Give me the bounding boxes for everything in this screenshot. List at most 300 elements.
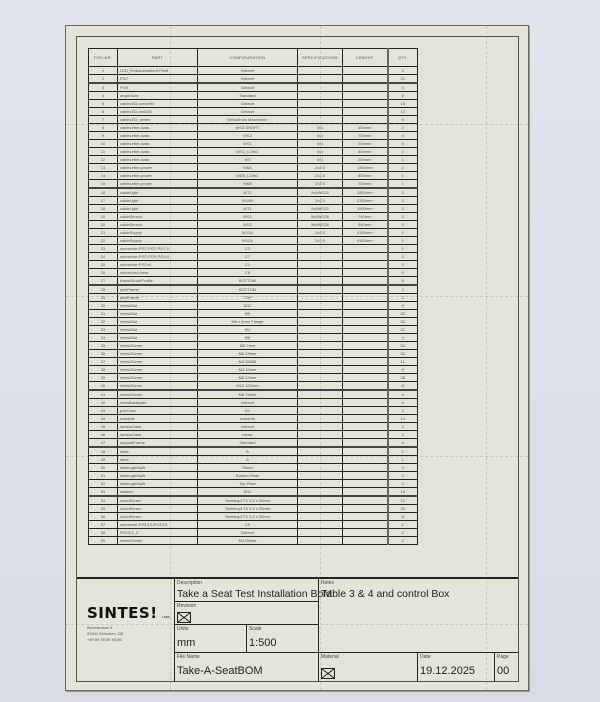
part-cell: sensorCase [118, 431, 198, 439]
qty-cell: 2 [388, 213, 418, 221]
bom-row [89, 237, 418, 245]
length-cell: 4150mm [343, 237, 388, 245]
part-cell: table [118, 456, 198, 464]
specifications-cell [298, 423, 343, 431]
configuration-cell: M4 65mm [198, 537, 298, 545]
qty-cell: 2 [388, 261, 418, 269]
bom-row [89, 415, 418, 423]
pos-cell: 57 [89, 521, 118, 529]
specifications-cell [298, 513, 343, 521]
bom-row [89, 480, 418, 488]
bom-row [89, 285, 418, 294]
pos-cell: 16 [89, 188, 118, 197]
part-cell: connectorLinear [118, 269, 198, 277]
description-value: Take a Seat Test Installation BoM [177, 588, 333, 600]
part-cell: metricScrew [118, 358, 198, 366]
address-line: Benzstrasse 5 [87, 625, 113, 630]
pos-cell: 25 [89, 261, 118, 269]
bom-row [89, 326, 418, 334]
pos-cell: 36 [89, 350, 118, 358]
length-cell [343, 277, 388, 286]
part-cell: metricScrew [118, 390, 198, 399]
pos-cell: 23 [89, 245, 118, 253]
pos-cell: 30 [89, 302, 118, 310]
length-cell [343, 92, 388, 100]
part-cell: cableLight [118, 188, 198, 197]
pos-cell: 3 [89, 83, 118, 92]
qty-cell: 18 [388, 488, 418, 497]
pos-cell: 58 [89, 529, 118, 537]
pos-cell: 6 [89, 108, 118, 116]
length-cell [343, 116, 388, 124]
revision-empty-icon [177, 612, 191, 623]
pos-cell: 5 [89, 100, 118, 108]
bom-row [89, 245, 418, 253]
bom-row [89, 213, 418, 221]
configuration-cell: schlaufe [198, 415, 298, 423]
configuration-cell: Senkkopf TX 4.5 x 30mm [198, 496, 298, 505]
qty-cell: 2 [388, 164, 418, 172]
specifications-cell [298, 382, 343, 391]
length-cell [343, 423, 388, 431]
specifications-cell: 2x2.5 [298, 172, 343, 180]
revision-cell [174, 601, 319, 625]
configuration-cell: C9 [198, 521, 298, 529]
length-cell: 200mm [343, 140, 388, 148]
pos-cell: 56 [89, 513, 118, 521]
configuration-cell: M5 7mm [198, 342, 298, 350]
specifications-cell [298, 447, 343, 456]
part-cell: jointFrame [118, 285, 198, 294]
bom-row [89, 132, 418, 140]
header-part: PART [118, 49, 198, 67]
qty-cell: 8 [388, 277, 418, 286]
qty-cell: 8 [388, 513, 418, 521]
bom-row [89, 253, 418, 261]
specifications-cell [298, 488, 343, 497]
configuration-cell: M4 10mm [198, 366, 298, 374]
configuration-cell: Default [198, 423, 298, 431]
pos-cell: 4 [89, 92, 118, 100]
specifications-cell [298, 294, 343, 302]
length-cell [343, 390, 388, 399]
part-cell: cableLED_center [118, 116, 198, 124]
part-cell: connector-PG7-PG9-PG9-0 [118, 253, 198, 261]
material-empty-icon [321, 668, 335, 679]
material-cell [318, 652, 418, 682]
length-cell [343, 382, 388, 391]
qty-cell: 2 [388, 294, 418, 302]
pos-cell: 9 [89, 132, 118, 140]
configuration-cell: Default<As Machined> [198, 116, 298, 124]
qty-cell: 4 [388, 390, 418, 399]
configuration-cell: M12 [198, 302, 298, 310]
length-cell [343, 342, 388, 350]
specifications-cell [298, 83, 343, 92]
header-length: LENGHT [343, 49, 388, 67]
date-value: 19.12.2025 [420, 665, 476, 677]
specifications-cell [298, 529, 343, 537]
specifications-cell: 2x2.5 [298, 164, 343, 172]
specifications-cell [298, 108, 343, 116]
header-configuration: CONFIGURATION [198, 49, 298, 67]
qty-cell: 21 [388, 326, 418, 334]
length-cell [343, 472, 388, 480]
part-cell: cableSensor [118, 221, 198, 229]
configuration-cell: M12 100mm [198, 382, 298, 391]
drawing-frame [76, 36, 519, 682]
qty-cell: 1 [388, 521, 418, 529]
configuration-cell: mirror [198, 431, 298, 439]
length-cell [343, 294, 388, 302]
configuration-cell: TOP [198, 294, 298, 302]
address-line: +49 89 38 86 93 86 [87, 637, 122, 642]
length-cell [343, 366, 388, 374]
part-cell: metricScrew [118, 537, 198, 545]
part-cell: angleJoint [118, 92, 198, 100]
units-value: mm [177, 637, 196, 649]
pos-cell: 11 [89, 148, 118, 156]
qty-cell: 54 [388, 342, 418, 350]
configuration-cell: M5 [198, 310, 298, 318]
pos-cell: 24 [89, 253, 118, 261]
header-pos: POS-NR. [89, 49, 118, 67]
pos-cell: 48 [89, 447, 118, 456]
scale-value: 1:500 [249, 637, 277, 649]
pos-cell: 12 [89, 156, 118, 164]
qty-cell: 2 [388, 431, 418, 439]
bom-row [89, 374, 418, 382]
units-label: Units [177, 626, 189, 632]
part-cell: tableLightSplit [118, 472, 198, 480]
part-cell: cableLetter-data [118, 156, 198, 164]
date-label: Date [420, 654, 431, 660]
specifications-cell: 2x2.5 [298, 197, 343, 205]
specifications-cell [298, 75, 343, 84]
length-cell: 1900mm [343, 205, 388, 213]
part-cell: pcbCase [118, 407, 198, 415]
specifications-cell [298, 537, 343, 545]
bom-row [89, 342, 418, 350]
qty-cell: 6 [388, 399, 418, 407]
bom-row [89, 92, 418, 100]
length-cell [343, 505, 388, 513]
pos-cell: 13 [89, 164, 118, 172]
part-cell: cableLetter-power [118, 164, 198, 172]
company-logo [87, 604, 170, 623]
bom-row [89, 382, 418, 391]
part-cell: cableLED-corner90 [118, 100, 198, 108]
configuration-cell: Bottom Plate [198, 472, 298, 480]
configuration-cell: D1 [198, 407, 298, 415]
bom-row [89, 140, 418, 148]
configuration-cell: WS3-SHORT [198, 124, 298, 132]
qty-cell: 1 [388, 245, 418, 253]
pos-cell: 49 [89, 456, 118, 464]
pos-cell: 44 [89, 415, 118, 423]
filename-value: Take-A-SeatBOM [177, 665, 263, 677]
pos-cell: 42 [89, 399, 118, 407]
qty-cell: 2 [388, 67, 418, 75]
bom-row [89, 310, 418, 318]
specifications-cell: 3x1 [298, 140, 343, 148]
qty-cell: 2 [388, 188, 418, 197]
specifications-cell: 3x1 [298, 132, 343, 140]
length-cell [343, 529, 388, 537]
length-cell [343, 447, 388, 456]
configuration-cell: WT2 [198, 188, 298, 197]
pos-cell: 21 [89, 229, 118, 237]
bom-row [89, 83, 418, 92]
specifications-cell [298, 285, 343, 294]
specifications-cell [298, 390, 343, 399]
configuration-cell: Default [198, 67, 298, 75]
part-cell: metricScrew [118, 342, 198, 350]
length-cell: 740mm [343, 213, 388, 221]
pos-cell: 2 [89, 75, 118, 84]
qty-cell: 8 [388, 366, 418, 374]
bom-row [89, 464, 418, 472]
company-address [87, 625, 123, 643]
length-cell [343, 513, 388, 521]
bom-row [89, 197, 418, 205]
part-cell: cableSupply [118, 237, 198, 245]
bom-row [89, 334, 418, 342]
units-cell [174, 624, 247, 653]
length-cell [343, 521, 388, 529]
pos-cell: 35 [89, 342, 118, 350]
length-cell [343, 83, 388, 92]
part-cell: cableSupply [118, 229, 198, 237]
length-cell [343, 108, 388, 116]
configuration-cell: M6 x 4mm Flange [198, 318, 298, 326]
configuration-cell: M6 [198, 334, 298, 342]
bom-row [89, 229, 418, 237]
specifications-cell: 3x1 [298, 124, 343, 132]
specifications-cell: 3x1 [298, 156, 343, 164]
pos-cell: 45 [89, 423, 118, 431]
length-cell [343, 407, 388, 415]
length-cell: 700mm [343, 132, 388, 140]
pos-cell: 14 [89, 172, 118, 180]
specifications-cell [298, 100, 343, 108]
company-cell [77, 578, 175, 682]
qty-cell: 6 [388, 269, 418, 277]
length-cell: 1300mm [343, 164, 388, 172]
length-cell [343, 464, 388, 472]
specifications-cell [298, 116, 343, 124]
part-cell: metricScrew [118, 350, 198, 358]
pos-cell: 10 [89, 140, 118, 148]
pos-cell: 54 [89, 496, 118, 505]
configuration-cell: M6 15mm [198, 350, 298, 358]
specifications-cell [298, 277, 343, 286]
part-cell: metricNut [118, 326, 198, 334]
specifications-cell [298, 464, 343, 472]
specifications-cell: 5xAWG26 [298, 221, 343, 229]
length-cell [343, 439, 388, 448]
length-cell: 800mm [343, 172, 388, 180]
configuration-cell: Senkkopf TX 3.5 x 30mm [198, 513, 298, 521]
pos-cell: 28 [89, 285, 118, 294]
filename-label: File Name [177, 654, 200, 660]
part-cell: metricScrew [118, 366, 198, 374]
bom-row [89, 124, 418, 132]
configuration-cell: WS1 [198, 140, 298, 148]
specifications-cell [298, 334, 343, 342]
company-sub: LABS [162, 615, 170, 619]
qty-cell: 1 [388, 156, 418, 164]
pos-cell: 7 [89, 116, 118, 124]
qty-cell: 32 [388, 318, 418, 326]
part-cell: sensorCase [118, 423, 198, 431]
bom-row [89, 108, 418, 116]
length-cell [343, 269, 388, 277]
qty-cell: 2 [388, 197, 418, 205]
qty-cell: 2 [388, 253, 418, 261]
bom-body [89, 67, 418, 545]
pos-cell: 41 [89, 390, 118, 399]
part-cell: frameMountProfile [118, 277, 198, 286]
part-cell: cableLetter-data [118, 140, 198, 148]
specifications-cell: 5xAWG26 [298, 213, 343, 221]
part-cell: neonBackplate [118, 399, 198, 407]
pos-cell: 18 [89, 205, 118, 213]
configuration-cell: W14B [198, 197, 298, 205]
bom-row [89, 513, 418, 521]
bom-row [89, 358, 418, 366]
pos-cell: 8 [89, 124, 118, 132]
qty-cell: 4 [388, 132, 418, 140]
length-cell [343, 285, 388, 294]
material-label: Material [321, 654, 339, 660]
configuration-cell: Standard [198, 92, 298, 100]
part-cell: metricScrew [118, 374, 198, 382]
specifications-cell: 2x2.5 [298, 237, 343, 245]
bom-row [89, 447, 418, 456]
length-cell [343, 302, 388, 310]
bom-row [89, 390, 418, 399]
company-name: SINTES! [87, 604, 158, 622]
bom-row [89, 505, 418, 513]
configuration-cell: W3 [198, 156, 298, 164]
notes-value: Table 3 & 4 and control Box [321, 588, 450, 600]
pos-cell: 59 [89, 537, 118, 545]
length-cell: 300mm [343, 148, 388, 156]
qty-cell: 5 [388, 140, 418, 148]
specifications-cell [298, 310, 343, 318]
bom-row [89, 100, 418, 108]
length-cell: 200mm [343, 156, 388, 164]
length-cell [343, 350, 388, 358]
length-cell [343, 431, 388, 439]
specifications-cell: 3x1 [298, 148, 343, 156]
length-cell: 4150mm [343, 229, 388, 237]
page-cell [494, 652, 518, 682]
qty-cell: 6 [388, 116, 418, 124]
bom-row [89, 277, 418, 286]
specifications-cell [298, 496, 343, 505]
bom-row [89, 205, 418, 213]
pos-cell: 37 [89, 358, 118, 366]
title-block [77, 577, 518, 682]
qty-cell: 20 [388, 505, 418, 513]
specifications-cell [298, 92, 343, 100]
length-cell [343, 245, 388, 253]
pos-cell: 32 [89, 318, 118, 326]
bom-row [89, 366, 418, 374]
bom-row [89, 67, 418, 75]
part-cell: PG7 [118, 75, 198, 84]
part-cell: cableLetter-power [118, 172, 198, 180]
part-cell: supportFrame [118, 439, 198, 448]
bom-row [89, 431, 418, 439]
specifications-cell [298, 358, 343, 366]
configuration-cell: C7 [198, 253, 298, 261]
qty-cell: 2 [388, 472, 418, 480]
part-cell: metricNut [118, 310, 198, 318]
specifications-cell [298, 439, 343, 448]
specifications-cell [298, 67, 343, 75]
configuration-cell: C8 [198, 269, 298, 277]
pos-cell: 31 [89, 310, 118, 318]
pos-cell: 47 [89, 439, 118, 448]
bom-row [89, 164, 418, 172]
specifications-cell [298, 456, 343, 464]
specifications-cell: 2xAWG22 [298, 188, 343, 197]
part-cell: cableSensor [118, 213, 198, 221]
configuration-cell: M4 [198, 326, 298, 334]
configuration-cell: BOTTOM [198, 285, 298, 294]
specifications-cell [298, 269, 343, 277]
bom-row [89, 261, 418, 269]
description-label: Description [177, 580, 203, 586]
configuration-cell: BOTTOM [198, 277, 298, 286]
part-cell: cableLight [118, 205, 198, 213]
qty-cell: 2 [388, 285, 418, 294]
pos-cell: 19 [89, 213, 118, 221]
specifications-cell: 2xAWG22 [298, 205, 343, 213]
pos-cell: 33 [89, 326, 118, 334]
pos-cell: 50 [89, 464, 118, 472]
pos-cell: 27 [89, 277, 118, 286]
pos-cell: 20 [89, 221, 118, 229]
specifications-cell [298, 366, 343, 374]
pos-cell: 52 [89, 480, 118, 488]
part-cell: table [118, 447, 198, 456]
qty-cell: 11 [388, 358, 418, 366]
configuration-cell: WS1_LONG [198, 148, 298, 156]
pos-cell: 26 [89, 269, 118, 277]
qty-cell: 8 [388, 302, 418, 310]
qty-cell: 2 [388, 124, 418, 132]
configuration-cell: W12A [198, 237, 298, 245]
bom-header-row [89, 49, 418, 67]
configuration-cell: Default [198, 83, 298, 92]
qty-cell: 1 [388, 237, 418, 245]
configuration-cell: A [198, 456, 298, 464]
qty-cell: 4 [388, 439, 418, 448]
bom-table [88, 48, 418, 545]
qty-cell: 4 [388, 464, 418, 472]
configuration-cell: WS2 [198, 221, 298, 229]
bom-row [89, 180, 418, 189]
configuration-cell: M6 75mm [198, 390, 298, 399]
length-cell [343, 310, 388, 318]
bom-row [89, 116, 418, 124]
part-cell: tableLightSplit [118, 480, 198, 488]
configuration-cell: W6A [198, 164, 298, 172]
